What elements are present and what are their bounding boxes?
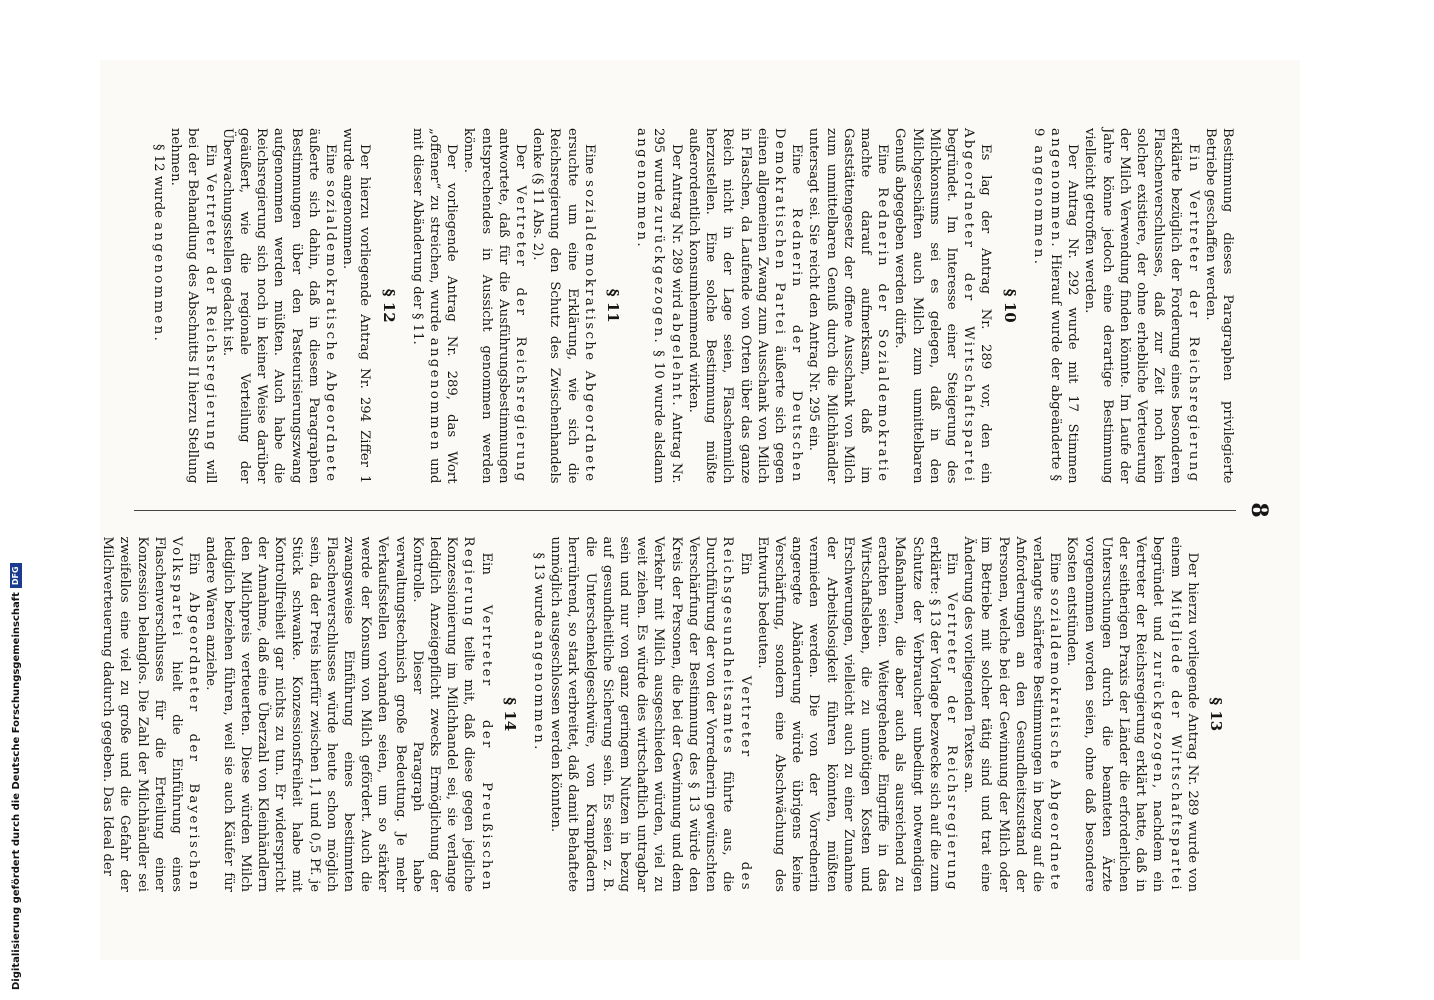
paragraph: [685, 128, 805, 484]
paragraph: [1063, 537, 1201, 893]
speaker-name: Mitgliede der Wirtschaftspartei: [1167, 589, 1183, 892]
paragraph-text: Antrag Nr. 295 wurde: [651, 128, 684, 484]
column-divider: [134, 510, 1236, 511]
paragraph: [633, 128, 685, 484]
speaker-name: Vertreter der Reichsregierung: [943, 592, 959, 892]
paragraph: [529, 128, 598, 484]
speaker-name: sozialdemokratische Abgeordnete: [581, 180, 597, 484]
paragraph: [1030, 128, 1082, 484]
speaker-name: Rednerin der Sozialdemokratie: [875, 187, 891, 484]
emphasis-text: angenommen.: [1047, 128, 1063, 249]
paragraph-text: ersuchte um eine Erklärung, wie sich die Reichsregierung den Schutz des Zwischenhandels denke (§ 11 Abs. 2).: [530, 128, 580, 484]
paragraph-text: antwortete, daß für die Ausführungsbestimmungen entsprechendes in Aussicht genommen werden könne.: [461, 128, 511, 484]
paragraph-text: Ein: [737, 552, 753, 575]
paragraph: [1202, 128, 1236, 484]
paragraph: [202, 537, 494, 893]
paragraph: [99, 537, 202, 893]
section-heading: § 11: [604, 288, 623, 323]
speaker-name: Vertreter des Reichsgesundheitsamtes: [720, 536, 753, 892]
paragraph: [530, 537, 547, 893]
paragraph-text: Eine: [789, 144, 805, 175]
paragraph-text: § 12 wurde: [151, 144, 167, 219]
speaker-name: Rednerin der Deutschen Demokratischen Partei: [771, 128, 805, 484]
paragraph: [409, 128, 461, 484]
paragraph-text: Eine: [323, 144, 339, 175]
page-number: 8: [1246, 502, 1272, 518]
paragraph: [754, 537, 960, 893]
speaker-lead: Ein Vertreter der Reichsregierung: [1185, 144, 1201, 484]
emphasis-text: zurückgezogen.: [651, 205, 667, 346]
paragraph-text: Der Antrag Nr. 292 wurde mit 17 Stimmen: [1065, 144, 1081, 484]
paragraph-text: äußerte sich dahin, daß in diesem Paragraphen Bestimmungen über den Pasteurisierungszwang aufgenommen werden müßten. Auch habe die Reichsregierung sich noch in keiner Weise darüber geäußert, wie die regionale Verteilung der Überwachungsstellen gedacht ist.: [219, 128, 321, 484]
paragraph-text: erklärte: § 13 der Vorlage bezwecke sich auf die zum Schutze der Verbraucher unbedingt notwendigen Maßnahmen, die aber auch als ausreichend zu erachten seien. Weitergehende Eingriffe in das Wirtschaftsleben, die zu unnötigen Kosten und Erschwerungen, vielleicht auch zu einer Zunahme der Arbeitslosigkeit führen könnten, müßten vermieden werden. Die von der Vorrednerin angeregte Abänderung würde übrigens keine Verschärfung, sondern eine Abschwächung des Entwurfs bedeuten.: [754, 536, 942, 892]
paragraph-text: § 10 wurde alsdann: [651, 350, 667, 484]
text-columns: [100, 128, 1236, 893]
emphasis-text: angenommen.: [634, 128, 650, 249]
paragraph-text: Ein: [202, 144, 218, 167]
paragraph-text: will bei der Behandlung des Abschnitts II hierzu Stellung nehmen.: [168, 128, 218, 484]
paragraph-text: Der vorliegende Antrag Nr. 289, das Wort „offener“ zu streichen, wurde: [427, 128, 460, 484]
paragraph: [339, 128, 373, 484]
left-column: [134, 128, 1236, 484]
paragraph: [805, 128, 891, 484]
paragraph-text: begründet. Im Interesse einer Steigerung des Milchkonsums sei es gelegen, daß in den Milchgeschäften auch Milch zum unmittelbaren Genuß abgegeben werden dürfe.: [892, 128, 959, 484]
speaker-name: angenommen: [427, 337, 443, 453]
dfg-logo: DFG: [10, 563, 22, 588]
paragraph-text: Eine: [581, 144, 597, 175]
digitization-credit-text: Digitalisierung gefördert durch die Deutsche Forschungsgemeinschaft: [10, 592, 22, 990]
paragraph-text: machte darauf aufmerksam, daß im Gaststättengesetz der offene Ausschank von Milch zum unmittelbaren Genuß durch die Milchhändler untersagt sei. Sie reicht den Antrag Nr. 295 ein.: [806, 128, 873, 484]
paragraph-text: begründet und: [1150, 536, 1166, 642]
paragraph-text: § 13 wurde: [531, 552, 547, 627]
paragraph: [547, 537, 753, 893]
section-heading: § 10: [1000, 288, 1019, 323]
paragraph-text: äußerte sich gegen einen allgemeinen Zwang zum Ausschank von Milch in Flaschen, da Laufende von Orten über das ganze Reich nicht in der Lage seien, Flaschenmilch herzustellen. Eine solche Bestimmung müßte außerordentlich konsumhemmend wirken.: [685, 128, 787, 484]
paragraph-text: Es lag der Antrag Nr. 289 vor, den ein: [978, 144, 994, 484]
paragraph: [960, 537, 1063, 893]
paragraph-text: Ein: [186, 552, 202, 575]
section-heading: § 12: [379, 288, 398, 323]
paragraph-text: verlangte schärfere Bestimmungen in bezug auf die Anforderungen an den Gesundheitszustand der Personen, welche bei der Gewinnung der Milch oder im Betriebe mit solcher tätig sind und trat eine Änderung des vorliegenden Textes an.: [961, 536, 1045, 892]
digitization-credit: [0, 0, 20, 1000]
speaker-name: sozialdemokratische Abgeordnete: [1047, 588, 1063, 892]
paragraph-text: Eine: [875, 144, 891, 175]
paragraph-text: Der hierzu vorliegende Antrag Nr. 289 wurde von einem: [1167, 536, 1200, 892]
paragraph-text: Hierauf wurde der abgeänderte: [1047, 253, 1063, 470]
paragraph-text: Der: [513, 144, 529, 169]
speaker-name: Abgeordneter der Bayerischen Volkspartei: [169, 536, 202, 892]
paragraph: [460, 128, 529, 484]
right-column: [100, 536, 1236, 893]
paragraph: [150, 128, 167, 484]
paragraph-text: hielt die Einführung eines Flaschenverschlusses für die Erteilung einer Konzession belanglos. Die Zahl der Milchhändler sei zweifellos eine viel zu große und die Gefahr der Milchverteuerung dadurch gegeben. Das Ideal der: [100, 536, 185, 892]
paragraph-text: Der hierzu vorliegende Antrag Nr. 294 Ziffer 1 wurde angenommen.: [340, 128, 373, 484]
paragraph-text: erklärte bezüglich der Forderung eines besonderen Flaschenverschlusses, daß zur Zeit noch kein solcher existiere, der ohne erhebliche Verteuerung der Milch Verwendung finden könnte. Im Laufe der Jahre könne jedoch eine derartige Bestimmung vielleicht getroffen werden.: [1082, 128, 1184, 484]
paragraph-text: Ein: [478, 552, 494, 575]
speaker-name: Vertreter der Reichsregierung: [513, 185, 529, 484]
section-heading: § 13: [1207, 697, 1225, 732]
emphasis-text: angenommen.: [151, 222, 167, 344]
paragraph-text: Ein: [943, 552, 959, 575]
emphasis-text: § 9 angenommen.: [1030, 128, 1063, 484]
emphasis-text: zurückgezogen,: [1150, 651, 1166, 791]
paragraph-text: Der Antrag Nr. 289 wird: [668, 144, 684, 309]
section-heading: § 14: [500, 697, 519, 732]
paragraph-text: führte aus, die Durchführung der von der Vorrednerin gewünschten Verschärfung der Bestimmung des § 13 würde den Kreis der Personen, die bei der Gewinnung und dem Verkehr mit Milch ausgeschieden würden, viel zu weit ziehen. Es würde dies wirtschaftlich untragbar sein und nur von ganz geringem Nutzen in bezug auf gesundheitliche Sicherung sein. Es seien z. B. die Unterschenkelgeschwüre, von Krampfadern herrührend, so stark verbreitet, daß damit Behaftete unmöglich ausgeschlossen werden könnten.: [548, 536, 736, 892]
paragraph: [1081, 128, 1201, 484]
page-sheet: [100, 110, 1280, 910]
paragraph: [219, 128, 339, 484]
speaker-name: Vertreter der Preußischen Regierung: [461, 536, 494, 892]
speaker-name: Vertreter der Reichsregierung: [202, 173, 218, 453]
emphasis-text: angenommen.: [531, 630, 547, 752]
paragraph-text: Eine: [1047, 552, 1063, 583]
speaker-name: Abgeordneter der Wirtschaftspartei: [961, 128, 977, 484]
speaker-name: sozialdemokratische Abgeordnete: [323, 180, 339, 484]
paragraph-text: teilte mit, daß diese gegen jegliche Konzessionierung im Milchhandel sei, sie verlange lediglich Anzeigepflicht zwecks Ermöglichung der Kontrolle. Dieser Paragraph habe verwaltungstechnisch große Bedeutung. Je mehr Verkaufsstellen vorhanden seien, um so stärker werde der Konsum von Milch gefördert. Auch die zwangsweise Einführung eines bestimmten Flaschenverschlusses würde heute schon möglich sein, da der Preis hierfür zwischen 1,1 und 0,5 Pf. je Stück schwanke. Konzessionsfreiheit habe mit Kontrollfreiheit gar nichts zu tun. Er widerspricht der Annahme, daß eine Überzahl von Kleinhändlern den Milchpreis verteuerten. Diese würden Milch lediglich beziehen führen, weil sie auch Käufer für andere Waren anziehe.: [203, 536, 477, 893]
paragraph: [167, 128, 219, 484]
paragraph-text: und mit dieser Abänderung der § 11.: [409, 128, 443, 484]
paragraph: [891, 128, 994, 484]
speaker-name: abgelehnt.: [668, 312, 684, 409]
scanned-page: [100, 60, 1300, 960]
paragraph-text: Bestimmung dieses Paragraphen privilegierte Betriebe geschaffen werden.: [1202, 128, 1235, 484]
paragraph-text: nachdem ein Vertreter der Reichsregierung erklärt hatte, daß in der seitherigen Praxis der Länder die erforderlichen Untersuchungen durch die beamteten Ärzte vorgenommen worden seien, ohne daß besondere Kosten entstünden.: [1064, 536, 1166, 892]
